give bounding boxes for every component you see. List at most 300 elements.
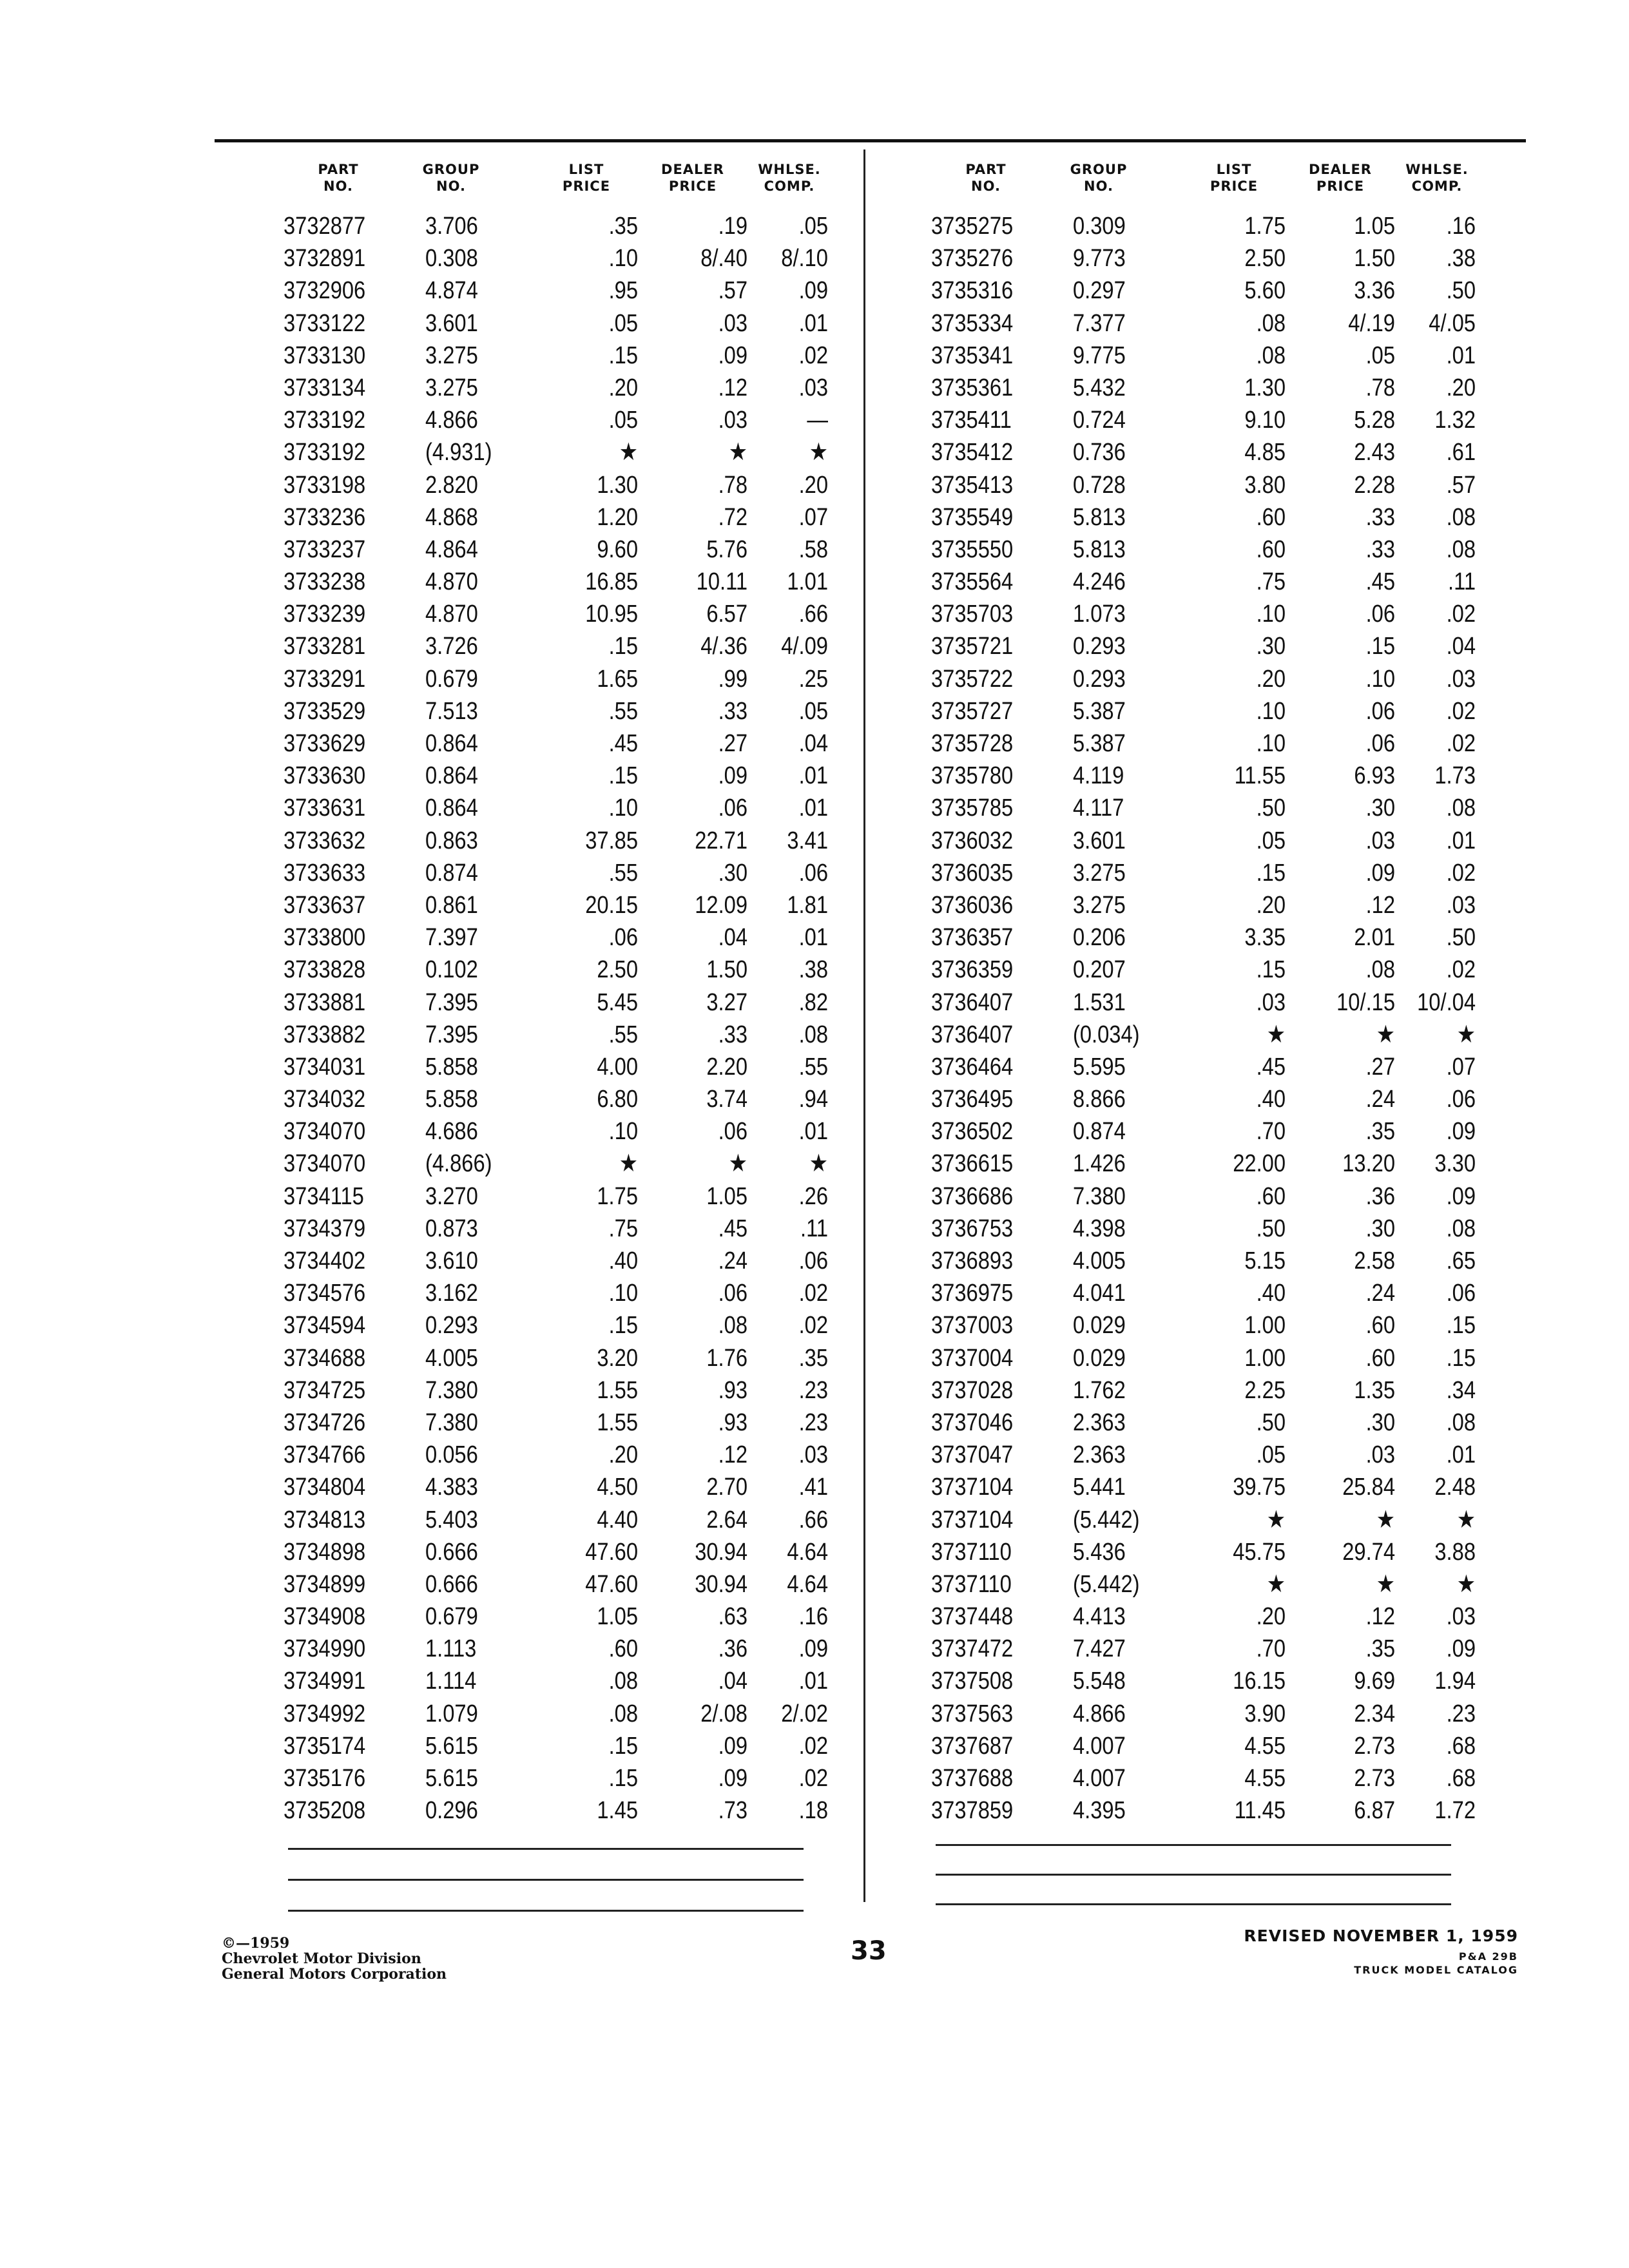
table-row [271,630,828,662]
dealer-price: 2/.08 [700,1700,747,1727]
group-number: 0.293 [425,1312,478,1340]
blank-entry-line [288,1848,804,1850]
group-number: 0.863 [425,827,478,854]
list-price: .05 [608,309,638,337]
part-number: 3733134 [284,374,366,401]
whlse-comp: .06 [798,859,828,887]
list-price: 1.00 [1244,1312,1286,1340]
table-row [918,1245,1476,1277]
whlse-comp: .03 [798,374,828,401]
whlse-comp: .23 [798,1408,828,1436]
list-price: 1.20 [597,503,638,531]
whlse-comp: .68 [1446,1765,1476,1792]
whlse-comp: .82 [798,988,828,1016]
right-table-body [918,210,1476,1827]
group-number: 4.864 [425,535,478,563]
group-number: 3.601 [1073,827,1126,854]
dealer-price: 2.20 [706,1053,747,1081]
dealer-price: 12.09 [695,891,747,919]
whlse-comp: .61 [1446,439,1476,466]
part-number: 3737046 [931,1408,1014,1436]
list-price: 2.50 [597,956,638,984]
whlse-comp: ★ [1456,1021,1476,1048]
whlse-comp: .04 [1446,633,1476,660]
part-number: 3734898 [284,1538,366,1566]
whlse-comp: .23 [798,1376,828,1404]
dealer-price: .12 [718,1441,747,1469]
table-row [918,857,1476,889]
whlse-comp: .09 [798,277,828,305]
list-price: 39.75 [1233,1474,1286,1501]
list-price: 11.55 [1234,762,1286,790]
part-number: 3735334 [931,309,1014,337]
table-row [271,1600,828,1633]
part-number: 3734594 [284,1312,366,1340]
table-row [918,1536,1476,1568]
part-number: 3736975 [931,1280,1014,1307]
list-price: .75 [1256,568,1286,596]
dealer-price: ★ [1376,1506,1395,1533]
part-number: 3737508 [931,1667,1014,1695]
table-row [918,727,1476,760]
part-number: 3736036 [931,891,1014,919]
header-whlse-comp: WHLSE. COMP. [758,162,821,194]
header-list-price: LIST PRICE [1210,162,1258,194]
part-number: 3735275 [931,213,1014,240]
part-number: 3733236 [284,503,366,531]
part-number: 3733631 [284,794,366,822]
part-number: 3736686 [931,1182,1014,1210]
group-number: 4.007 [1073,1765,1126,1792]
table-row [918,695,1476,727]
group-number: 5.858 [425,1053,478,1081]
part-number: 3736359 [931,956,1014,984]
part-number: 3736407 [931,1021,1014,1048]
dealer-price: ★ [728,1150,747,1178]
blank-entry-line [288,1910,804,1912]
table-row [918,1600,1476,1633]
table-row [271,1471,828,1503]
division-line: Chevrolet Motor Division [222,1950,421,1967]
part-number: 3737448 [931,1603,1014,1631]
right-column-header [918,152,1472,210]
table-row [918,954,1476,986]
part-number: 3735412 [931,439,1014,466]
dealer-price: 5.76 [706,535,747,563]
list-price: .15 [608,633,638,660]
table-row [271,1665,828,1697]
group-number: (5.442) [1073,1506,1140,1533]
dealer-price: 6.57 [706,601,747,628]
table-row [271,242,828,274]
group-number: 1.531 [1073,988,1126,1016]
whlse-comp: .18 [798,1797,828,1825]
dealer-price: .30 [1365,1408,1395,1436]
header-dealer-price: DEALER PRICE [1309,162,1372,194]
table-row [918,1633,1476,1665]
group-number: 0.296 [425,1797,478,1825]
revision-info [1244,1927,1518,1976]
dealer-price: 2.64 [706,1506,747,1533]
part-number: 3734992 [284,1700,366,1727]
whlse-comp: 3.88 [1434,1538,1476,1566]
table-row [918,760,1476,792]
dealer-price: 1.35 [1354,1376,1395,1404]
table-row [918,1471,1476,1503]
table-row [918,1342,1476,1374]
group-number: 4.005 [1073,1247,1126,1274]
whlse-comp: .05 [798,697,828,725]
group-number: 5.615 [425,1732,478,1760]
part-number: 3737472 [931,1635,1014,1663]
header-part-no: PART NO. [965,162,1007,194]
part-number: 3737859 [931,1797,1014,1825]
group-number: 1.762 [1073,1376,1126,1404]
corporation-line: General Motors Corporation [222,1966,447,1983]
whlse-comp: .66 [798,1506,828,1533]
group-number: 7.397 [425,924,478,952]
table-row [271,727,828,760]
table-row [271,792,828,824]
dealer-price: 13.20 [1342,1150,1395,1178]
table-row [271,1083,828,1115]
table-row [918,1568,1476,1600]
table-row [918,1407,1476,1439]
whlse-comp: .02 [798,1732,828,1760]
group-number: 0.724 [1073,407,1126,434]
dealer-price: .33 [718,1021,747,1048]
part-number: 3736753 [931,1215,1014,1242]
group-number: 3.275 [1073,859,1126,887]
group-number: 7.380 [425,1376,478,1404]
list-price: 22.00 [1233,1150,1286,1178]
list-price: .70 [1256,1635,1286,1663]
whlse-comp: .16 [798,1603,828,1631]
table-row [271,1504,828,1536]
whlse-comp: .58 [798,535,828,563]
list-price: .15 [608,341,638,369]
table-row [271,566,828,598]
dealer-price: ★ [728,439,747,466]
part-number: 3733882 [284,1021,366,1048]
whlse-comp: .66 [798,601,828,628]
table-row [918,1309,1476,1341]
group-number: (0.034) [1073,1021,1140,1048]
dealer-price: 2.73 [1354,1765,1395,1792]
whlse-comp: .68 [1446,1732,1476,1760]
group-number: 3.610 [425,1247,478,1274]
dealer-price: .06 [718,1118,747,1146]
dealer-price: .73 [718,1797,747,1825]
table-row [918,1083,1476,1115]
whlse-comp: ★ [1456,1570,1476,1598]
whlse-comp: .94 [798,1086,828,1113]
whlse-comp: — [807,407,828,434]
group-number: 7.380 [1073,1182,1126,1210]
part-number: 3735316 [931,277,1014,305]
table-row [271,1309,828,1341]
table-row [271,210,828,242]
list-price: 1.00 [1244,1344,1286,1372]
table-row [271,1180,828,1213]
dealer-price: .30 [1365,794,1395,822]
list-price: .40 [1256,1280,1286,1307]
table-row [271,1698,828,1730]
list-price: .45 [1256,1053,1286,1081]
part-number: 3734576 [284,1280,366,1307]
whlse-comp: .65 [1446,1247,1476,1274]
group-number: 2.363 [1073,1441,1126,1469]
list-price: 1.45 [597,1797,638,1825]
table-row [271,1536,828,1568]
group-number: 5.858 [425,1086,478,1113]
list-price: .10 [608,794,638,822]
whlse-comp: .06 [1446,1280,1476,1307]
list-price: 5.15 [1244,1247,1286,1274]
group-number: 0.206 [1073,924,1126,952]
dealer-price: .04 [718,924,747,952]
part-number: 3734991 [284,1667,366,1695]
whlse-comp: .08 [1446,535,1476,563]
dealer-price: .06 [718,1280,747,1307]
table-row [918,1698,1476,1730]
table-row [918,1148,1476,1180]
whlse-comp: .03 [1446,891,1476,919]
list-price: 11.45 [1234,1797,1286,1825]
group-number: 9.773 [1073,245,1126,273]
part-number: 3733238 [284,568,366,596]
left-column-header [271,152,825,210]
list-price: .08 [1256,341,1286,369]
list-price: .10 [608,245,638,273]
group-number: 7.377 [1073,309,1126,337]
part-number: 3734115 [284,1182,364,1210]
group-number: 0.874 [1073,1118,1126,1146]
part-number: 3735721 [931,633,1014,660]
part-number: 3733828 [284,956,366,984]
table-row [918,1762,1476,1794]
whlse-comp: .38 [798,956,828,984]
whlse-comp: .23 [1446,1700,1476,1727]
list-price: .20 [1256,891,1286,919]
left-table-body [271,210,828,1827]
part-number: 3734908 [284,1603,366,1631]
whlse-comp: .02 [1446,697,1476,725]
list-price: 3.20 [597,1344,638,1372]
whlse-comp: .08 [1446,1408,1476,1436]
table-row [271,1374,828,1407]
group-number: 3.275 [1073,891,1126,919]
whlse-comp: .50 [1446,924,1476,952]
column-divider [863,149,865,1902]
part-number: 3736464 [931,1053,1014,1081]
list-price: ★ [1266,1021,1286,1048]
group-number: 4.119 [1073,762,1124,790]
list-price: ★ [1266,1570,1286,1598]
table-row [271,1633,828,1665]
whlse-comp: 4.64 [787,1538,828,1566]
group-number: 1.113 [425,1635,477,1663]
part-number: 3734990 [284,1635,366,1663]
list-price: 4.55 [1244,1765,1286,1792]
dealer-price: .24 [718,1247,747,1274]
group-number: 3.275 [425,341,478,369]
dealer-price: .09 [718,1765,747,1792]
whlse-comp: 8/.10 [781,245,828,273]
dealer-price: .08 [718,1312,747,1340]
whlse-comp: 1.81 [787,891,828,919]
whlse-comp: .01 [798,309,828,337]
whlse-comp: .09 [798,1635,828,1663]
whlse-comp: .01 [798,1667,828,1695]
part-number: 3735785 [931,794,1014,822]
part-number: 3736357 [931,924,1014,952]
part-number: 3735780 [931,762,1014,790]
list-price: .50 [1256,794,1286,822]
table-row [918,1665,1476,1697]
part-number: 3734813 [284,1506,366,1533]
whlse-comp: .16 [1446,213,1476,240]
part-number: 3734402 [284,1247,366,1274]
part-number: 3736615 [931,1150,1014,1178]
group-number: 0.293 [1073,665,1126,693]
dealer-price: .15 [1365,633,1395,660]
table-row [918,436,1476,468]
list-price: 9.60 [597,535,638,563]
list-price: ★ [619,1150,638,1178]
dealer-price: .99 [718,665,747,693]
list-price: 1.05 [597,1603,638,1631]
table-row [271,986,828,1019]
table-row [918,307,1476,340]
table-row [271,1213,828,1245]
whlse-comp: 4/.05 [1429,309,1476,337]
list-price: .20 [608,374,638,401]
table-row [271,1794,828,1827]
group-number: 0.679 [425,1603,478,1631]
dealer-price: .78 [1365,374,1395,401]
part-number: 3736502 [931,1118,1014,1146]
whlse-comp: .07 [1446,1053,1476,1081]
group-number: 4.005 [425,1344,478,1372]
dealer-price: .10 [1365,665,1395,693]
group-number: 4.041 [1073,1280,1126,1307]
whlse-comp: .38 [1446,245,1476,273]
part-number: 3734031 [284,1053,366,1081]
group-number: (4.931) [425,439,492,466]
dealer-price: .36 [718,1635,747,1663]
list-price: .60 [1256,535,1286,563]
table-row [271,340,828,372]
dealer-price: 22.71 [695,827,747,854]
part-number: 3732906 [284,277,366,305]
part-number: 3737003 [931,1312,1014,1340]
part-number: 3737004 [931,1344,1014,1372]
list-price: .08 [608,1667,638,1695]
list-price: .55 [608,859,638,887]
table-row [271,1439,828,1471]
dealer-price: .09 [718,1732,747,1760]
table-row [271,889,828,921]
group-number: 4.398 [1073,1215,1126,1242]
dealer-price: .12 [718,374,747,401]
group-number: 7.395 [425,1021,478,1048]
group-number: 0.308 [425,245,478,273]
dealer-price: 10.11 [696,568,747,596]
dealer-price: .12 [1365,1603,1395,1631]
whlse-comp: .08 [798,1021,828,1048]
list-price: .05 [608,407,638,434]
group-number: 4.413 [1073,1603,1126,1631]
group-number: 5.441 [1073,1474,1126,1501]
dealer-price: 2.43 [1354,439,1395,466]
header-whlse-comp: WHLSE. COMP. [1405,162,1469,194]
whlse-comp: .02 [1446,956,1476,984]
dealer-price: .04 [718,1667,747,1695]
whlse-comp: 4.64 [787,1570,828,1598]
table-row [918,372,1476,404]
part-number: 3736407 [931,988,1014,1016]
group-number: 0.874 [425,859,478,887]
table-row [918,792,1476,824]
list-price: 4.00 [597,1053,638,1081]
table-row [918,825,1476,857]
part-number: 3733281 [284,633,366,660]
dealer-price: 1.05 [706,1182,747,1210]
dealer-price: 10/.15 [1336,988,1395,1016]
table-row [918,1051,1476,1083]
group-number: 0.102 [425,956,478,984]
group-number: 4.395 [1073,1797,1126,1825]
table-row [271,501,828,533]
dealer-price: .03 [718,309,747,337]
list-price: 16.85 [585,568,638,596]
part-number: 3733881 [284,988,366,1016]
group-number: 4.007 [1073,1732,1126,1760]
whlse-comp: .01 [798,762,828,790]
group-number: 0.864 [425,794,478,822]
header-part-no: PART NO. [318,162,359,194]
whlse-comp: .20 [798,471,828,499]
whlse-comp: .15 [1446,1312,1476,1340]
table-row [271,1115,828,1148]
whlse-comp: .01 [798,794,828,822]
list-price: .15 [1256,859,1286,887]
table-row [271,598,828,630]
dealer-price: .19 [718,213,747,240]
dealer-price: .09 [718,341,747,369]
list-price: .60 [1256,1182,1286,1210]
group-number: 0.297 [1073,277,1126,305]
list-price: 1.75 [1244,213,1286,240]
whlse-comp: .01 [798,1118,828,1146]
list-price: .08 [608,1700,638,1727]
table-row [271,1148,828,1180]
dealer-price: 8/.40 [700,245,747,273]
table-row [918,533,1476,566]
table-row [271,825,828,857]
table-row [918,1504,1476,1536]
table-row [271,404,828,436]
dealer-price: .93 [718,1408,747,1436]
list-price: .40 [608,1247,638,1274]
list-price: .60 [608,1635,638,1663]
catalog-title: TRUCK MODEL CATALOG [1354,1964,1518,1976]
list-price: .50 [1256,1408,1286,1436]
list-price: .60 [1256,503,1286,531]
list-price: 1.55 [597,1408,638,1436]
group-number: 0.864 [425,730,478,757]
